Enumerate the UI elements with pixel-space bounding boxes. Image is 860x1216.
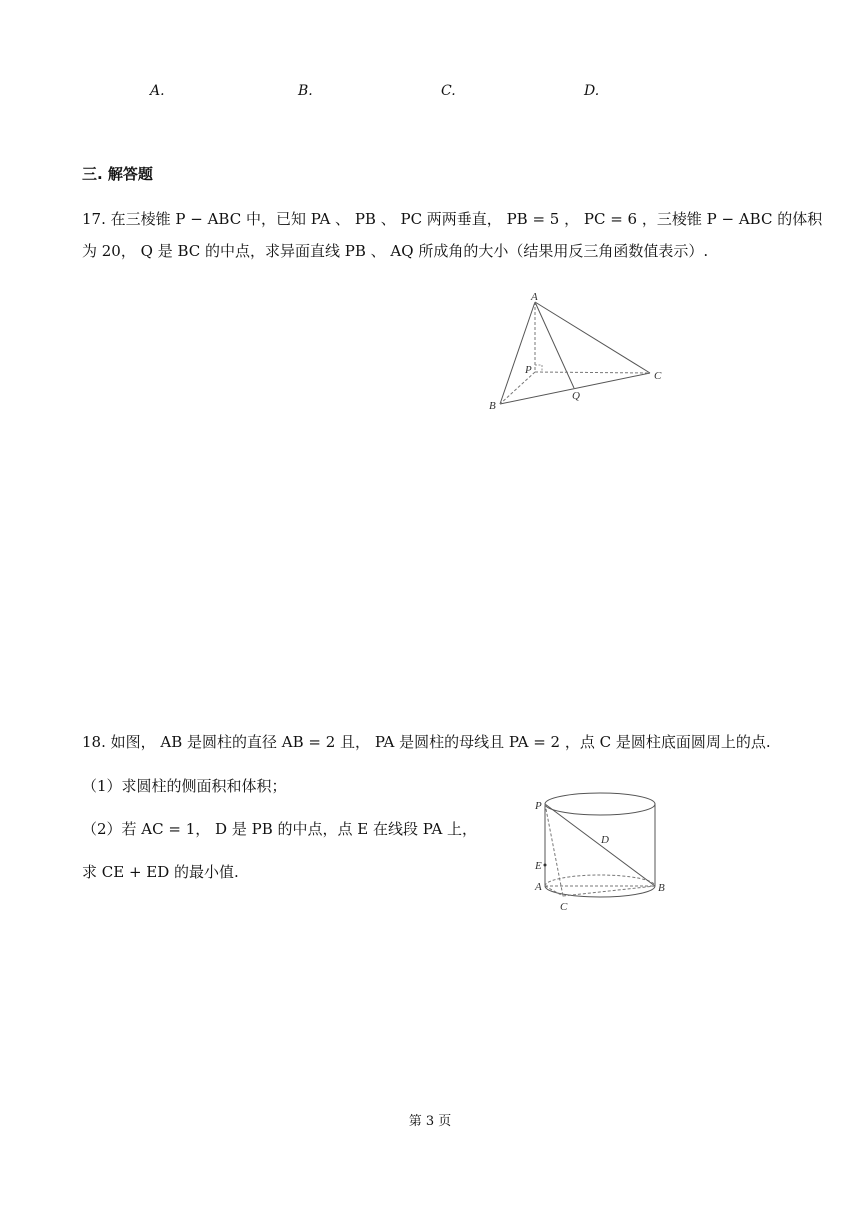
segment-aq bbox=[535, 302, 574, 388]
segment-cb bbox=[563, 886, 655, 896]
right-angle-mark bbox=[535, 365, 542, 372]
q17-line-2: 为 20， Q 是 BC 的中点，求异面直线 PB 、 AQ 所成角的大小（结果用反三角函数值表示）. bbox=[82, 242, 709, 260]
segment-pb bbox=[545, 804, 655, 886]
label-b: B bbox=[489, 400, 496, 412]
option-d: D. bbox=[584, 83, 600, 99]
q17-pyramid-figure bbox=[480, 285, 680, 415]
q18-part-2b: 求 CE + ED 的最小值. bbox=[82, 863, 239, 881]
edge-ab bbox=[500, 302, 535, 404]
bottom-ellipse-back bbox=[545, 875, 655, 886]
page-number: 第 3 页 bbox=[408, 1114, 452, 1129]
section-title: 三. 解答题 bbox=[82, 165, 153, 183]
q17-line-1: 17. 在三棱锥 P − ABC 中，已知 PA 、 PB 、 PC 两两垂直， PB = 5 ， PC = 6 ，三棱锥 P − ABC 的体积 bbox=[82, 210, 823, 228]
label-p: P bbox=[535, 800, 542, 812]
option-b: B. bbox=[298, 83, 313, 99]
label-p: P bbox=[525, 364, 532, 376]
option-a: A. bbox=[150, 83, 165, 99]
edge-pc bbox=[535, 372, 650, 373]
label-a: A bbox=[535, 881, 542, 893]
segment-ac bbox=[545, 886, 563, 896]
q18-part-1: （1）求圆柱的侧面积和体积； bbox=[82, 777, 287, 795]
label-b: B bbox=[658, 882, 665, 894]
label-q: Q bbox=[572, 390, 580, 402]
label-d: D bbox=[601, 834, 609, 846]
segment-pc bbox=[545, 804, 563, 896]
option-c: C. bbox=[441, 83, 456, 99]
top-ellipse bbox=[545, 793, 655, 815]
label-c: C bbox=[654, 370, 662, 382]
q18-part-2: （2）若 AC = 1， D 是 PB 的中点，点 E 在线段 PA 上， bbox=[82, 820, 478, 838]
point-e bbox=[544, 864, 547, 867]
q18-line-1: 18. 如图， AB 是圆柱的直径 AB = 2 且， PA 是圆柱的母线且 PA = 2 ，点 C 是圆柱底面圆周上的点. bbox=[82, 733, 771, 751]
label-e: E bbox=[535, 860, 542, 872]
label-a: A bbox=[531, 291, 538, 303]
edge-ac bbox=[535, 302, 650, 373]
q18-cylinder-figure bbox=[530, 790, 680, 915]
label-c: C bbox=[560, 901, 568, 913]
